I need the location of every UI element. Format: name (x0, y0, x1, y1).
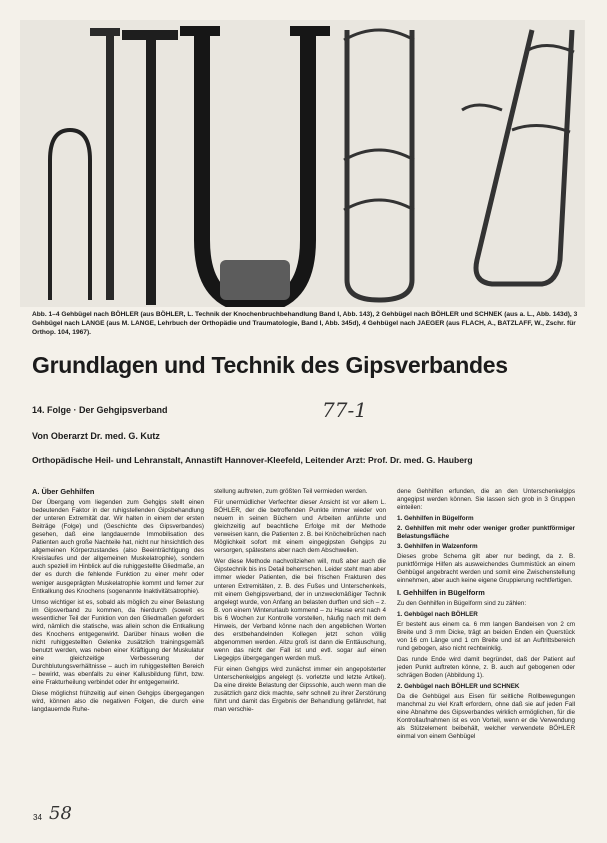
text-column-2 (214, 488, 386, 717)
figure-1-walking-iron-front (120, 20, 180, 307)
page-number: 34 (33, 813, 42, 822)
figure-caption: Abb. 1–4 Gehbügel nach BÖHLER (aus BÖHLER, L. Technik der Knochenbruchbehandlung Band I, Abb. 143), 2 Gehbügel nach BÖHLER und SCHNEK (aus a. L., Abb. 143d), 3 Gehbügel nach LANGE (aus M. LANGE, Lehrbuch der Orthopädie und Traumatologie, Band I, Abb. 345d), 4 Gehbügel nach JAEGER (aus FLACH, A., BATZLAFF, W., Zschr. für Orthop. 104, 1967). (32, 311, 578, 336)
paragraph: Das runde Ende wird damit begründet, daß der Patient auf jeden Punkt auftreten könne, z. B. auch auf gebogenen oder schrägen Boden (Abbildung 1). (397, 655, 575, 679)
institution-line: Orthopädische Heil- und Lehranstalt, Annastift Hannover-Kleefeld, Leitender Arzt: Prof. Dr. med. G. Hauberg (32, 455, 473, 465)
paragraph: Der Übergang vom liegenden zum Gehgips stellt einen bedeutenden Faktor in der ruhigstellenden Gipsbehandlung der unteren Extremität dar. Wir halten in einem der ersten Beiträge (Folge) und (Geschichte des Gipsverbandes) gesehen, daß eine langdauernde Immobilisation des Patienten auch große Nachteile hat, nicht nur hinsichtlich des allgemeinen Körperzustandes (also Beeinträchtigung des Kreislaufes und der allgemeinen Muskelatrophie), sondern auch speziell im Hinblick auf die ruhiggestellte Gliedmaße, an der es durch die fehlende Funktion zu einer mehr oder weniger ausgeprägten Muskelatrophie kommt und ferner zur Entkalkung des Knochens (sogenannte Inaktivitätsatrophie). (32, 499, 204, 595)
paragraph: Wer diese Methode nachvollziehen will, muß aber auch die Gipstechnik bis ins Detail beherrschen. Leider steht man aber immer wieder Patienten, die bei frischen Frakturen des unteren Extremitäten, z. B. des Fußes und Unterschenkels, mit einem Gehgipsverband, der in unzweckmäßiger Technik angelegt wurde, von Anfang an belasten durften und sich – z. B. von einem Winterurlaub kommend – zu Hause erst nach 4 bis 6 Wochen zur Kontrolle vorstellen, häufig nach mit dem Hinweis, der Verband könne nach den angeblichen Worten des erstbehandelnden Kollegen jetzt schon völlig abgenommen werden. Allzu groß ist dann die Enttäuschung, wenn das nicht der Fall ist und evtl. sogar auf einen Liegegips übergegangen werden muß. (214, 558, 386, 662)
figure-row (20, 20, 585, 307)
paragraph: stellung auftreten, zum größten Teil vermieden werden. (214, 488, 368, 495)
list-item: 2. Gehhilfen mit mehr oder weniger großer punktförmiger Belastungsfläche (397, 525, 575, 541)
article-title: Grundlagen und Technik des Gipsverbandes (32, 352, 508, 378)
section-heading: A. Über Gehhilfen (32, 487, 95, 496)
series-line: 14. Folge · Der Gehgipsverband (32, 405, 168, 415)
figure-1-walking-iron (20, 20, 120, 307)
list-item: 1. Gehhilfen in Bügelform (397, 515, 474, 523)
list-item: 3. Gehhilfen in Walzenform (397, 543, 478, 551)
paragraph: Für unermüdlicher Verfechter dieser Ansicht ist vor allem L. BÖHLER, der die betroffenden Punkte immer wieder von neuem in seinen Büchern und Arbeiten anführte und gleichzeitig auf beachtliche Erfolge mit der Methode verweisen kann, die Patienten z. B. bei Knöchelbrüchen nach Möglichkeit sofort mit einem eingegipsten Gehgips zu versorgen, spätestens aber nach dem Abschwellen. (214, 499, 386, 555)
figure-3-walking-iron-lange (332, 20, 427, 307)
list-item: 1. Gehbügel nach BÖHLER (397, 610, 478, 618)
paragraph: dene Gehhilfen erfunden, die an den Unterschenkelgips angegipst werden können. Sie lassen sich grob in 3 Gruppen einteilen: (397, 488, 575, 512)
author-line: Von Oberarzt Dr. med. G. Kutz (32, 431, 160, 441)
paragraph: Diese möglichst frühzeitig auf einen Gehgips übergegangen wird, können also die negativen Folgen, die durch eine langdauernde Ruhe- (32, 690, 204, 714)
section-heading: I. Gehhilfen in Bügelform (397, 587, 485, 597)
paragraph: Er besteht aus einem ca. 6 mm langen Bandeisen von 2 cm Breite und 3 mm Dicke, trägt an beiden Enden ein Querstück von 16 cm Länge und 1 cm Breite und ist an Auftrittsbereich rund gebogen, also nicht rechtwinklig. (397, 620, 575, 652)
handwritten-note: 77-1 (322, 398, 367, 422)
text-column-1 (32, 488, 204, 717)
paragraph: Dieses grobe Schema gilt aber nur bedingt, da z. B. punktförmige Hilfen als ausweichendes Gummistück an einem Gehbügel angebracht werden und somit eine Zwischenstellung einnehmen, aber auch keine eigene Gruppierung rechtfertigen. (397, 553, 575, 585)
figure-4-walking-iron-jaeger (432, 20, 582, 307)
paragraph: Da die Gehbügel aus Eisen für seitliche Rollbewegungen manchmal zu viel Kraft erfordern, ohne daß sie auf jeden Fall eine Abnahme des Gipsverbandes wirklich ermöglichen, für die Kontrollaufnahmen ist es von Vorteil, wenn er die Verwendung als Stützelement beibehält, welcher verwendete BÖHLER einmal von einem Gehbügel (397, 693, 575, 741)
list-item: 2. Gehbügel nach BÖHLER und SCHNEK (397, 682, 520, 690)
paragraph: Für einen Gehgips wird zunächst immer ein angepolsterter Unterschenkelgips angelegt (s. vorletzte und letzte Artikel). Da eine direkte Belastung der Gipssohle, auch wenn man die zusätzlich ganz dick machte, sehr schnell zu ihrer Zerstörung führt und damit das Ergebnis der Behandlung gefährdet, hat man verschie- (214, 665, 386, 714)
paragraph: Umso wichtiger ist es, sobald als möglich zu einer Belastung im Gipsverband zu kommen, da hierdurch (soweit es wesentlicher Teil der Funktion von den Gliedmaßen gefordert wird, nämlich die statische, was allein schon die Entkalkung des Knochens entgegenwirkt. Darüber hinaus wollen die nicht ruhiggestellten Gelenke zusätzlich trainingsgemäß benutzt werden, was neben einer Kräftigung der Muskulatur eine gleichzeitige Verbesserung der Durchblutungsverhältnisse – auch im ruhiggestellten Bereich – bewirkt, was ebenfalls zu einer Kallusbildung führt, bzw. eine Frakturheilung verbindet oder ihr entgegenwirkt. (32, 598, 204, 687)
text-column-3 (397, 488, 575, 744)
paragraph: Zu den Gehhilfen in Bügelform sind zu zählen: (397, 599, 527, 607)
figure-2-walking-iron-boehler-schnek (180, 20, 330, 307)
handwritten-page-number: 58 (49, 803, 72, 824)
